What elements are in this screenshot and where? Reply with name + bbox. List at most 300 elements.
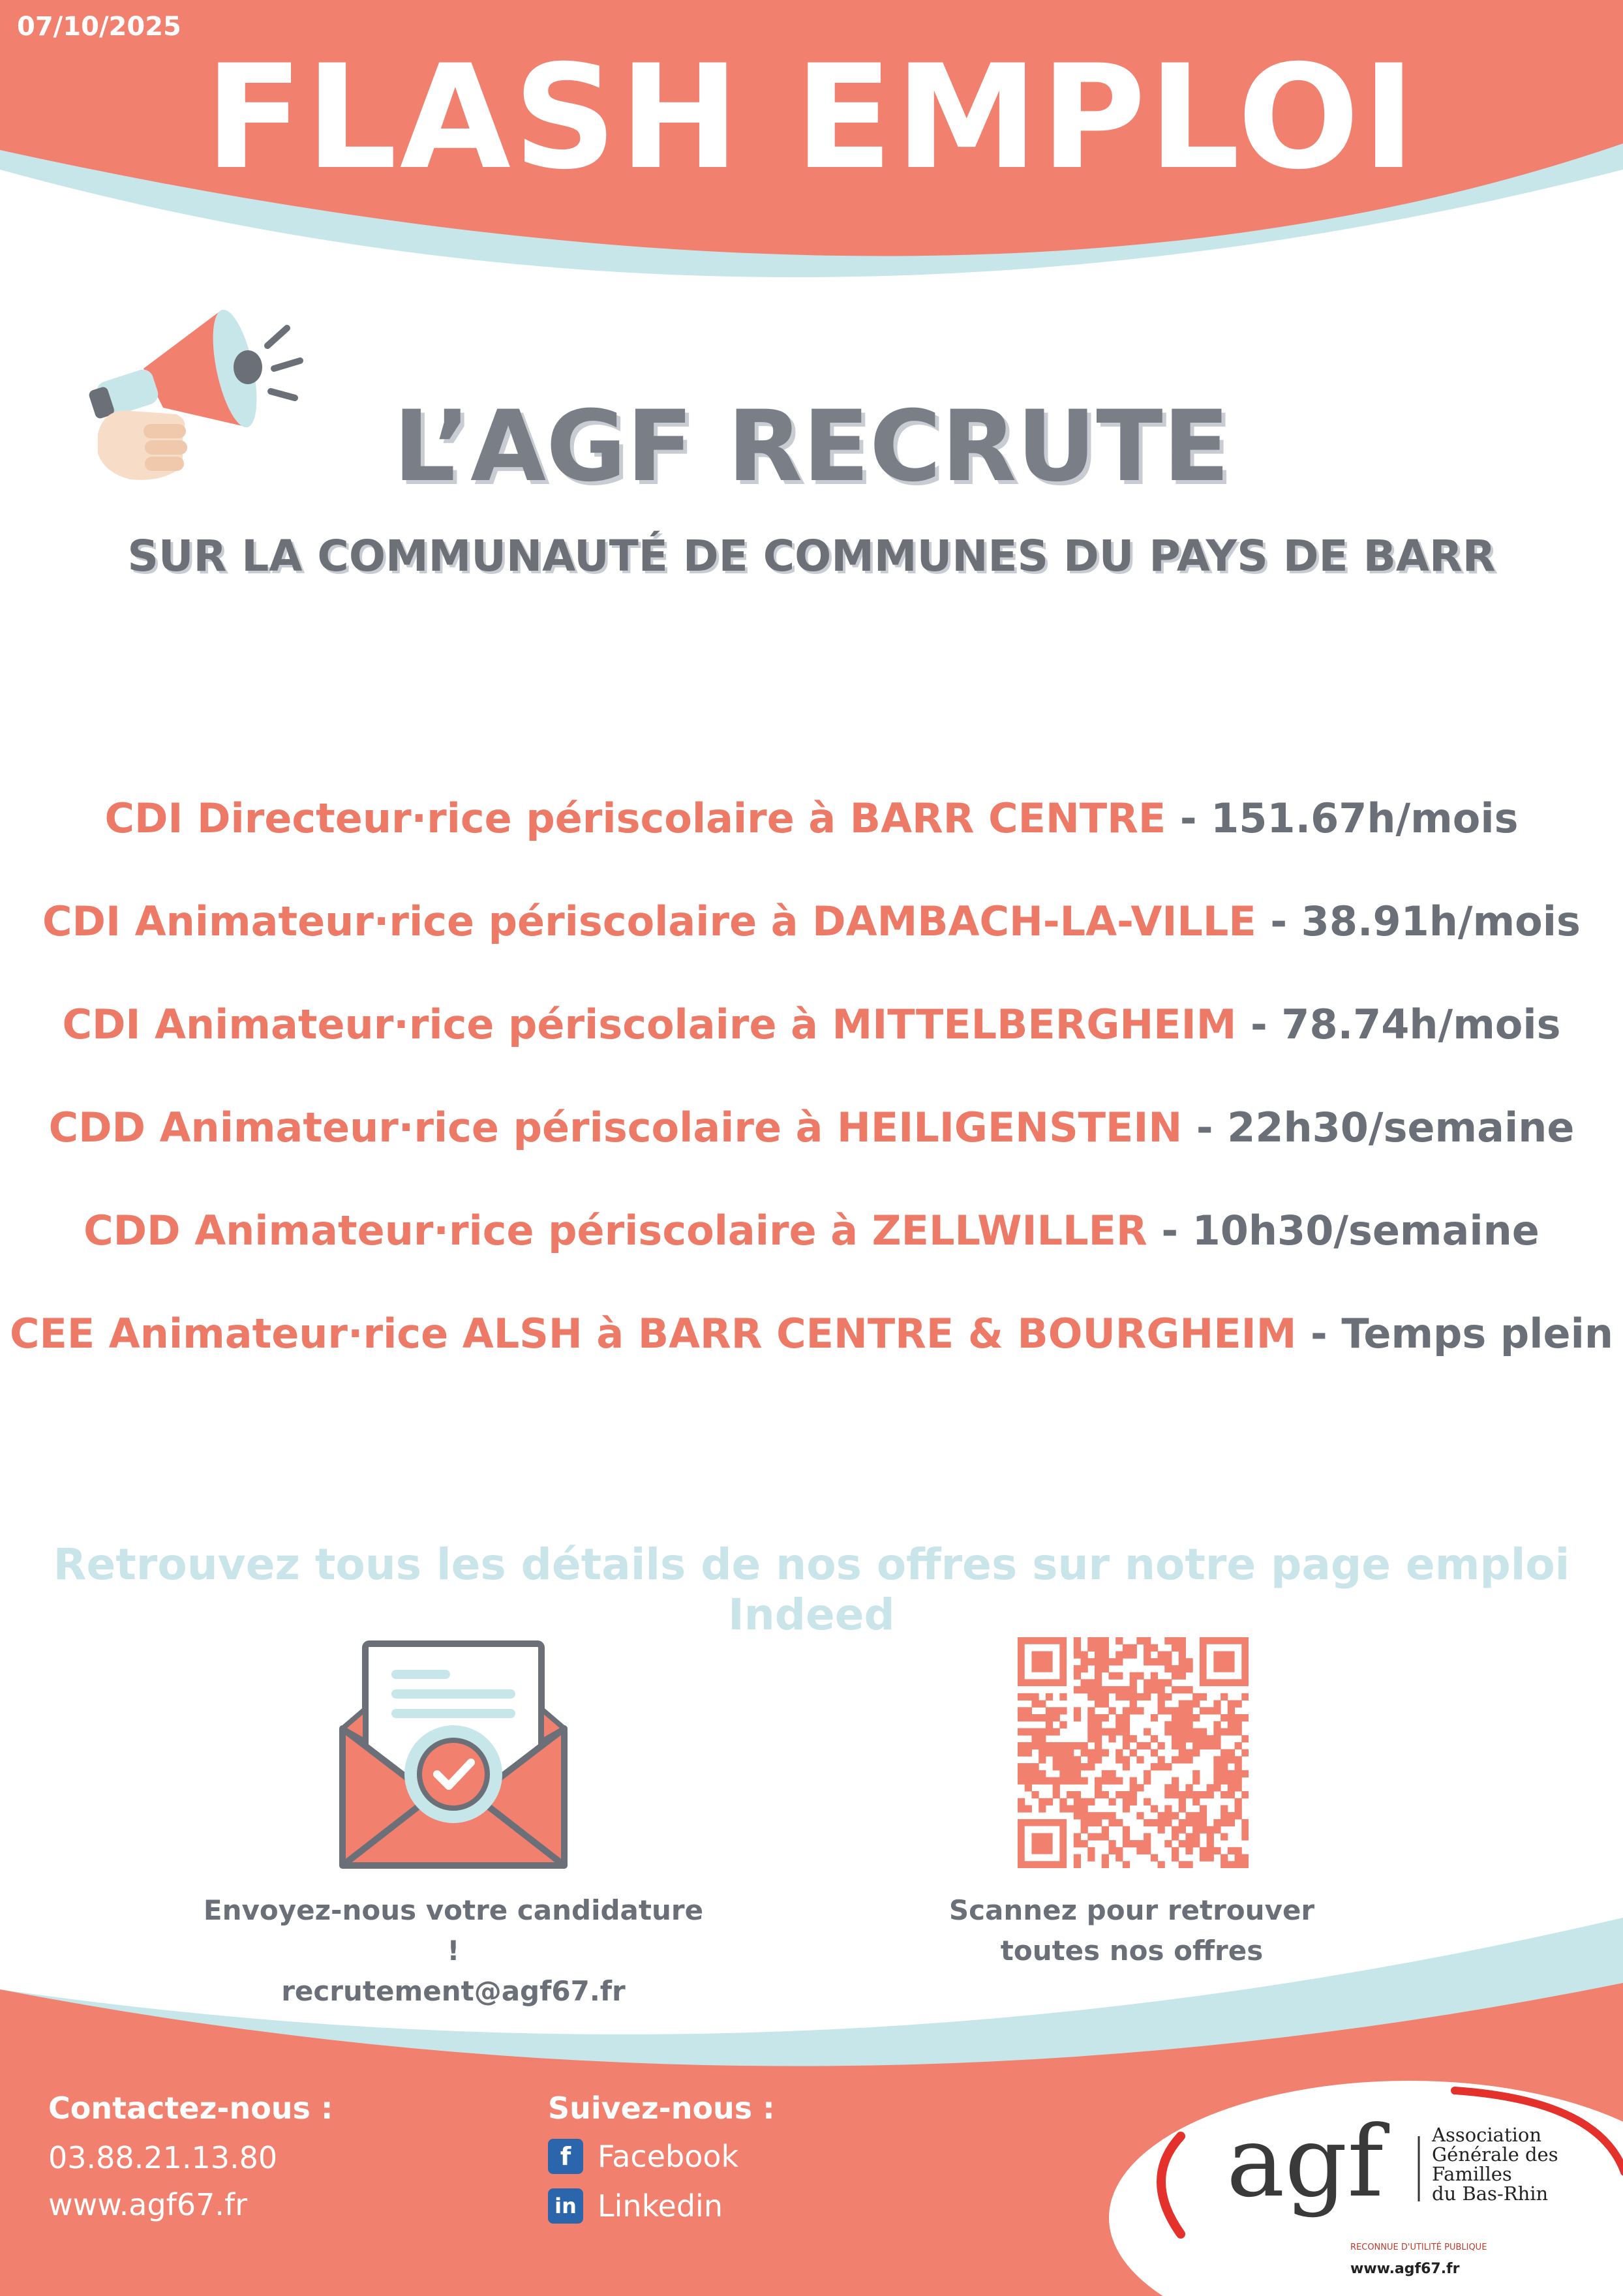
qr-module: [1046, 1721, 1053, 1729]
qr-module: [1164, 1819, 1172, 1826]
qr-module: [1151, 1854, 1158, 1862]
qr-module: [1081, 1805, 1088, 1812]
qr-module: [1185, 1833, 1192, 1840]
qr-module: [1053, 1707, 1060, 1714]
qr-module: [1025, 1777, 1032, 1785]
qr-module: [1123, 1861, 1130, 1868]
qr-module: [1192, 1728, 1200, 1735]
qr-module: [1200, 1693, 1207, 1700]
qr-module: [1059, 1763, 1067, 1770]
job-hours: - 78.74h/mois: [1236, 1001, 1561, 1048]
logo-wordmark: agf: [1226, 2106, 1384, 2219]
qr-module: [1235, 1742, 1242, 1749]
indeed-info-text[interactable]: Retrouvez tous les détails de nos offres sur notre page emploi Indeed: [53, 1539, 1570, 1640]
qr-module: [1074, 1672, 1081, 1680]
logo-url[interactable]: www.agf67.fr: [1350, 2261, 1460, 2277]
qr-module: [1172, 1742, 1179, 1749]
qr-module: [1200, 1707, 1207, 1714]
qr-module: [1018, 1805, 1025, 1812]
qr-module: [1039, 1735, 1046, 1742]
qr-module: [1200, 1805, 1207, 1812]
qr-module: [1136, 1784, 1144, 1791]
qr-module: [1031, 1700, 1039, 1708]
qr-module: [1031, 1693, 1039, 1700]
contact-section: [48, 2091, 333, 2222]
logo-org-line: Familles: [1432, 2163, 1512, 2185]
qr-module: [1031, 1791, 1039, 1798]
qr-module: [1172, 1728, 1179, 1735]
qr-module: [1185, 1735, 1192, 1742]
qr-module: [1136, 1847, 1144, 1854]
qr-module: [1115, 1854, 1123, 1862]
qr-module: [1144, 1798, 1151, 1805]
qr-module: [1102, 1854, 1109, 1862]
qr-module: [1221, 1770, 1228, 1777]
qr-module: [1228, 1777, 1235, 1785]
contact-heading: Contactez-nous :: [48, 2091, 333, 2126]
qr-module: [1067, 1749, 1074, 1757]
qr-module: [1108, 1707, 1115, 1714]
qr-module: [1164, 1784, 1172, 1791]
qr-module: [1059, 1777, 1067, 1785]
qr-module: [1074, 1791, 1081, 1798]
job-item: [0, 992, 1623, 1095]
linkedin-label: Linkedin: [598, 2188, 723, 2224]
qr-module: [1130, 1749, 1137, 1757]
qr-module: [1074, 1833, 1081, 1840]
qr-module: [1185, 1728, 1192, 1735]
qr-module: [1179, 1651, 1186, 1658]
qr-module: [1074, 1742, 1081, 1749]
qr-module: [1241, 1833, 1249, 1840]
qr-module: [1102, 1665, 1109, 1672]
qr-module: [1123, 1756, 1130, 1763]
qr-module: [1081, 1749, 1088, 1757]
qr-module: [1074, 1665, 1081, 1672]
qr-module: [1172, 1777, 1179, 1785]
agf-logo: [1102, 2068, 1623, 2296]
qr-module: [1130, 1672, 1137, 1680]
qr-module: [1123, 1728, 1130, 1735]
qr-module: [1144, 1658, 1151, 1665]
qr-module: [1025, 1763, 1032, 1770]
qr-module: [1228, 1749, 1235, 1757]
qr-module: [1074, 1707, 1081, 1714]
qr-module: [1200, 1847, 1207, 1854]
qr-module: [1192, 1714, 1200, 1721]
qr-module: [1164, 1679, 1172, 1686]
qr-module: [1087, 1854, 1095, 1862]
recruit-headline: L’AGF RECRUTE: [393, 390, 1230, 504]
qr-module: [1207, 1784, 1214, 1791]
qr-module: [1228, 1784, 1235, 1791]
qr-module: [1108, 1672, 1115, 1680]
qr-module: [1102, 1658, 1109, 1665]
qr-module: [1046, 1798, 1053, 1805]
qr-module: [1095, 1833, 1102, 1840]
qr-module: [1025, 1714, 1032, 1721]
qr-finder-pattern: [1031, 1833, 1052, 1854]
qr-code[interactable]: [1018, 1637, 1249, 1868]
qr-module: [1207, 1833, 1214, 1840]
qr-module: [1179, 1819, 1186, 1826]
qr-module: [1123, 1742, 1130, 1749]
qr-module: [1179, 1665, 1186, 1672]
qr-module: [1115, 1728, 1123, 1735]
qr-module: [1074, 1798, 1081, 1805]
qr-module: [1213, 1770, 1221, 1777]
qr-module: [1136, 1672, 1144, 1680]
qr-module: [1221, 1854, 1228, 1862]
qr-module: [1087, 1756, 1095, 1763]
qr-module: [1192, 1693, 1200, 1700]
qr-module: [1172, 1637, 1179, 1644]
logo-org-name: [1432, 2125, 1558, 2203]
job-item: [0, 889, 1623, 992]
qr-module: [1200, 1826, 1207, 1834]
contact-website[interactable]: www.agf67.fr: [48, 2187, 248, 2222]
qr-module: [1031, 1777, 1039, 1785]
job-title: CDI Animateur·rice périscolaire à DAMBACH-LA-VILLE: [42, 898, 1256, 945]
qr-module: [1095, 1791, 1102, 1798]
qr-module: [1123, 1644, 1130, 1652]
qr-module: [1115, 1672, 1123, 1680]
qr-module: [1213, 1728, 1221, 1735]
qr-module: [1151, 1679, 1158, 1686]
qr-module: [1158, 1819, 1165, 1826]
qr-module: [1123, 1721, 1130, 1729]
qr-module: [1025, 1770, 1032, 1777]
qr-module: [1221, 1805, 1228, 1812]
qr-module: [1123, 1798, 1130, 1805]
qr-module: [1102, 1861, 1109, 1868]
qr-module: [1095, 1693, 1102, 1700]
qr-module: [1087, 1693, 1095, 1700]
qr-module: [1221, 1812, 1228, 1819]
qr-module: [1108, 1728, 1115, 1735]
qr-module: [1130, 1735, 1137, 1742]
qr-module: [1221, 1833, 1228, 1840]
qr-module: [1018, 1770, 1025, 1777]
qr-module: [1087, 1707, 1095, 1714]
qr-module: [1081, 1686, 1088, 1693]
qr-module: [1158, 1693, 1165, 1700]
qr-module: [1144, 1637, 1151, 1644]
qr-module: [1207, 1854, 1214, 1862]
qr-module: [1213, 1763, 1221, 1770]
qr-module: [1172, 1665, 1179, 1672]
qr-module: [1151, 1735, 1158, 1742]
qr-module: [1179, 1721, 1186, 1729]
qr-module: [1185, 1665, 1192, 1672]
contact-phone[interactable]: 03.88.21.13.80: [48, 2140, 278, 2175]
qr-module: [1221, 1819, 1228, 1826]
qr-module: [1164, 1805, 1172, 1812]
qr-module: [1192, 1770, 1200, 1777]
qr-module: [1115, 1693, 1123, 1700]
qr-module: [1192, 1812, 1200, 1819]
qr-module: [1074, 1763, 1081, 1770]
qr-module: [1087, 1812, 1095, 1819]
qr-module: [1172, 1847, 1179, 1854]
qr-module: [1164, 1721, 1172, 1729]
qr-module: [1164, 1665, 1172, 1672]
qr-caption: [874, 1890, 1389, 1971]
qr-module: [1192, 1749, 1200, 1757]
qr-module: [1067, 1777, 1074, 1785]
qr-module: [1179, 1728, 1186, 1735]
qr-module: [1213, 1742, 1221, 1749]
job-hours: - 151.67h/mois: [1166, 794, 1519, 842]
qr-module: [1102, 1714, 1109, 1721]
apply-email-link[interactable]: recrutement@agf67.fr: [281, 1975, 626, 2007]
qr-module: [1151, 1763, 1158, 1770]
job-title: CDD Animateur·rice périscolaire à HEILIGENSTEIN: [48, 1104, 1183, 1151]
qr-module: [1087, 1819, 1095, 1826]
facebook-link[interactable]: [548, 2139, 775, 2174]
qr-module: [1018, 1707, 1025, 1714]
qr-module: [1059, 1805, 1067, 1812]
qr-module: [1102, 1728, 1109, 1735]
qr-module: [1235, 1756, 1242, 1763]
qr-module: [1095, 1742, 1102, 1749]
qr-module: [1081, 1658, 1088, 1665]
qr-module: [1228, 1791, 1235, 1798]
qr-module: [1108, 1847, 1115, 1854]
qr-module: [1025, 1749, 1032, 1757]
qr-module: [1221, 1714, 1228, 1721]
qr-module: [1228, 1770, 1235, 1777]
qr-module: [1130, 1700, 1137, 1708]
job-title: CDI Animateur·rice périscolaire à MITTELBERGHEIM: [62, 1001, 1237, 1048]
qr-module: [1087, 1644, 1095, 1652]
qr-module: [1046, 1693, 1053, 1700]
qr-module: [1192, 1819, 1200, 1826]
qr-module: [1179, 1840, 1186, 1847]
qr-module: [1018, 1742, 1025, 1749]
job-hours: - Temps plein: [1296, 1310, 1613, 1357]
qr-module: [1039, 1756, 1046, 1763]
qr-module: [1164, 1840, 1172, 1847]
qr-module: [1136, 1637, 1144, 1644]
qr-module: [1087, 1721, 1095, 1729]
apply-caption: [196, 1890, 711, 2012]
qr-module: [1074, 1861, 1081, 1868]
qr-module: [1067, 1763, 1074, 1770]
qr-module: [1213, 1819, 1221, 1826]
qr-module: [1081, 1763, 1088, 1770]
qr-module: [1136, 1812, 1144, 1819]
qr-module: [1213, 1721, 1221, 1729]
qr-module: [1053, 1742, 1060, 1749]
qr-module: [1067, 1770, 1074, 1777]
qr-module: [1108, 1658, 1115, 1665]
qr-module: [1087, 1679, 1095, 1686]
qr-module: [1130, 1693, 1137, 1700]
qr-module: [1102, 1777, 1109, 1785]
qr-module: [1136, 1707, 1144, 1714]
qr-module: [1053, 1763, 1060, 1770]
qr-module: [1046, 1714, 1053, 1721]
qr-module: [1115, 1714, 1123, 1721]
qr-module: [1102, 1700, 1109, 1708]
qr-module: [1025, 1742, 1032, 1749]
qr-module: [1185, 1707, 1192, 1714]
qr-module: [1179, 1637, 1186, 1644]
qr-module: [1031, 1770, 1039, 1777]
qr-module: [1172, 1826, 1179, 1834]
qr-module: [1039, 1805, 1046, 1812]
qr-module: [1235, 1847, 1242, 1854]
qr-module: [1046, 1749, 1053, 1757]
qr-module: [1115, 1651, 1123, 1658]
qr-module: [1059, 1798, 1067, 1805]
qr-module: [1179, 1798, 1186, 1805]
qr-module: [1158, 1651, 1165, 1658]
qr-module: [1087, 1847, 1095, 1854]
qr-module: [1115, 1658, 1123, 1665]
qr-module: [1115, 1686, 1123, 1693]
qr-module: [1213, 1847, 1221, 1854]
qr-module: [1200, 1791, 1207, 1798]
qr-module: [1235, 1700, 1242, 1708]
job-list: [0, 786, 1623, 1404]
qr-module: [1074, 1651, 1081, 1658]
qr-module: [1087, 1728, 1095, 1735]
qr-module: [1144, 1847, 1151, 1854]
qr-module: [1172, 1707, 1179, 1714]
qr-module: [1095, 1749, 1102, 1757]
qr-module: [1235, 1777, 1242, 1785]
qr-module: [1102, 1770, 1109, 1777]
qr-module: [1123, 1826, 1130, 1834]
qr-module: [1123, 1651, 1130, 1658]
qr-module: [1018, 1798, 1025, 1805]
qr-module: [1172, 1686, 1179, 1693]
qr-module: [1039, 1700, 1046, 1708]
qr-module: [1031, 1742, 1039, 1749]
qr-module: [1053, 1784, 1060, 1791]
qr-module: [1081, 1840, 1088, 1847]
qr-module: [1151, 1714, 1158, 1721]
qr-module: [1235, 1854, 1242, 1862]
qr-module: [1241, 1791, 1249, 1798]
qr-module: [1213, 1707, 1221, 1714]
recruit-subheadline: SUR LA COMMUNAUTÉ DE COMMUNES DU PAYS DE BARR: [127, 531, 1496, 581]
qr-module: [1074, 1714, 1081, 1721]
qr-module: [1095, 1679, 1102, 1686]
qr-module: [1241, 1819, 1249, 1826]
qr-module: [1172, 1735, 1179, 1742]
qr-module: [1207, 1707, 1214, 1714]
qr-module: [1164, 1707, 1172, 1714]
qr-module: [1192, 1791, 1200, 1798]
qr-module: [1185, 1714, 1192, 1721]
qr-module: [1235, 1805, 1242, 1812]
qr-module: [1172, 1672, 1179, 1680]
qr-module: [1087, 1714, 1095, 1721]
qr-module: [1087, 1833, 1095, 1840]
qr-module: [1130, 1777, 1137, 1785]
job-title: CDD Animateur·rice périscolaire à ZELLWILLER: [83, 1207, 1147, 1254]
qr-module: [1228, 1714, 1235, 1721]
qr-module: [1144, 1728, 1151, 1735]
qr-module: [1185, 1686, 1192, 1693]
qr-module: [1192, 1742, 1200, 1749]
qr-module: [1123, 1805, 1130, 1812]
qr-module: [1144, 1833, 1151, 1840]
qr-module: [1136, 1756, 1144, 1763]
qr-module: [1039, 1749, 1046, 1757]
qr-module: [1158, 1861, 1165, 1868]
qr-module: [1095, 1700, 1102, 1708]
qr-module: [1039, 1798, 1046, 1805]
qr-module: [1144, 1679, 1151, 1686]
qr-module: [1164, 1658, 1172, 1665]
qr-module: [1046, 1728, 1053, 1735]
job-item: [0, 1095, 1623, 1198]
qr-module: [1130, 1784, 1137, 1791]
qr-module: [1179, 1658, 1186, 1665]
logo-org-line: Association: [1432, 2124, 1542, 2146]
qr-module: [1115, 1777, 1123, 1785]
qr-module: [1185, 1861, 1192, 1868]
qr-module: [1095, 1735, 1102, 1742]
qr-module: [1158, 1812, 1165, 1819]
qr-module: [1123, 1707, 1130, 1714]
qr-module: [1031, 1735, 1039, 1742]
qr-module: [1053, 1749, 1060, 1757]
qr-module: [1179, 1707, 1186, 1714]
qr-module: [1087, 1735, 1095, 1742]
qr-module: [1235, 1812, 1242, 1819]
qr-module: [1074, 1686, 1081, 1693]
qr-module: [1200, 1742, 1207, 1749]
linkedin-link[interactable]: [548, 2188, 775, 2224]
qr-module: [1039, 1742, 1046, 1749]
qr-module: [1179, 1714, 1186, 1721]
qr-module: [1221, 1777, 1228, 1785]
qr-module: [1018, 1728, 1025, 1735]
qr-module: [1067, 1742, 1074, 1749]
qr-module: [1018, 1693, 1025, 1700]
qr-module: [1185, 1840, 1192, 1847]
qr-module: [1158, 1707, 1165, 1714]
qr-module: [1192, 1777, 1200, 1785]
qr-module: [1192, 1735, 1200, 1742]
qr-module: [1151, 1819, 1158, 1826]
qr-module: [1228, 1861, 1235, 1868]
qr-module: [1123, 1686, 1130, 1693]
qr-module: [1200, 1854, 1207, 1862]
qr-module: [1241, 1749, 1249, 1757]
qr-module: [1213, 1756, 1221, 1763]
qr-module: [1158, 1756, 1165, 1763]
qr-module: [1172, 1854, 1179, 1862]
qr-module: [1130, 1644, 1137, 1652]
qr-module: [1095, 1812, 1102, 1819]
qr-module: [1074, 1812, 1081, 1819]
job-title: CDI Directeur·rice périscolaire à BARR CENTRE: [104, 794, 1166, 842]
qr-module: [1081, 1777, 1088, 1785]
qr-module: [1095, 1784, 1102, 1791]
qr-module: [1059, 1770, 1067, 1777]
qr-module: [1207, 1791, 1214, 1798]
qr-module: [1115, 1637, 1123, 1644]
qr-module: [1081, 1812, 1088, 1819]
qr-module: [1025, 1707, 1032, 1714]
job-title: CEE Animateur·rice ALSH à BARR CENTRE & BOURGHEIM: [10, 1310, 1297, 1357]
